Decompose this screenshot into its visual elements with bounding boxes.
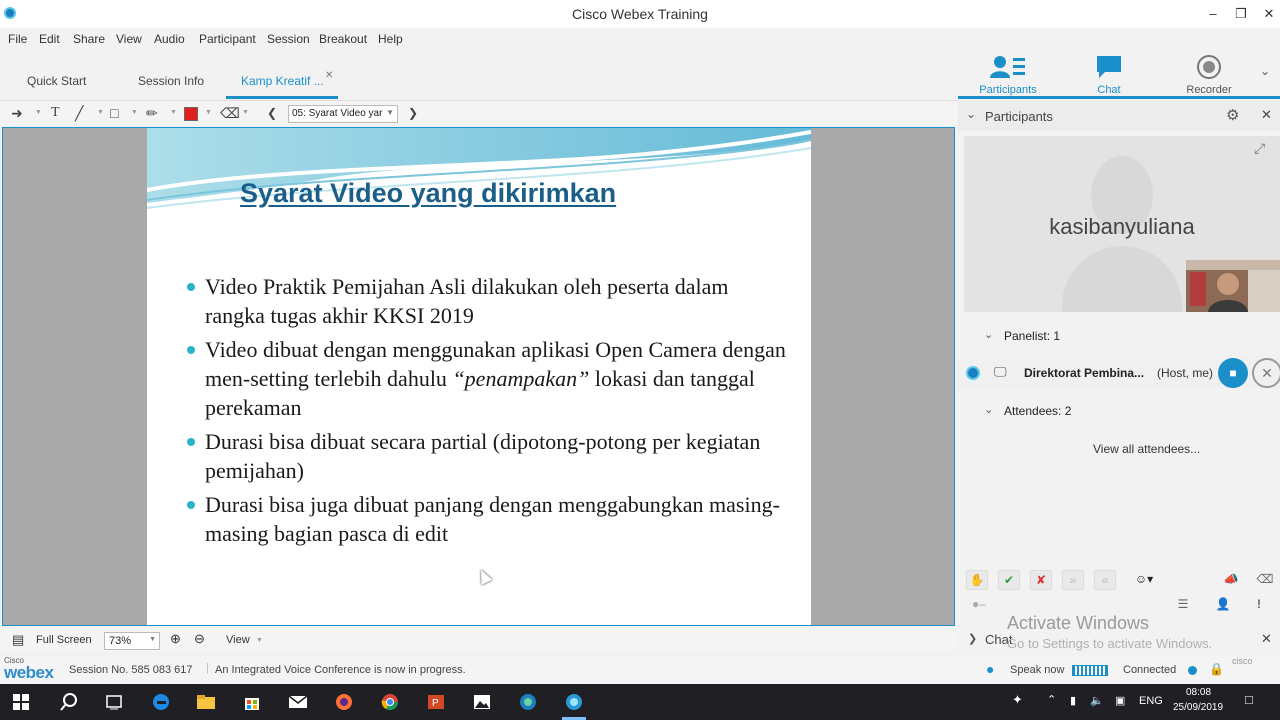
eraser-icon[interactable]: ⌫ (220, 105, 240, 121)
chevron-down-icon[interactable]: ▼ (97, 109, 104, 116)
expand-video-icon[interactable]: ⤢ (1254, 140, 1266, 156)
collapse-chevron-icon[interactable]: ⌄ (966, 107, 977, 121)
recorder-toggle-button[interactable] (1174, 54, 1244, 96)
status-bar (0, 656, 1280, 684)
view-menu-button[interactable]: View (226, 634, 250, 646)
notifications-icon[interactable]: □ (1245, 692, 1253, 707)
fullscreen-icon[interactable]: ▤ (12, 632, 25, 647)
volume-icon[interactable]: 🔈 (1090, 695, 1104, 707)
webex-logo (4, 656, 53, 681)
title-bar (0, 0, 1280, 28)
firefox-icon[interactable] (334, 692, 354, 712)
bullet-dot (187, 501, 195, 509)
menu-help[interactable]: Help (378, 32, 403, 46)
chevron-down-icon[interactable]: ▼ (205, 109, 212, 116)
participants-panel-title: Participants (985, 109, 1053, 124)
alert-icon[interactable]: ! (1257, 597, 1261, 611)
powerpoint-icon[interactable] (426, 692, 446, 712)
panelist-role: (Host, me) (1157, 366, 1214, 380)
go-faster-icon[interactable]: » (1062, 570, 1084, 590)
bullet-text: Video Praktik Pemijahan Asli dilakukan oleh peserta dalam rangka tugas akhir KKSI 2019 (205, 274, 729, 328)
logo-text: webex (4, 663, 54, 682)
chevron-down-icon[interactable]: ▼ (131, 109, 138, 116)
input-language[interactable]: ENG (1139, 695, 1163, 707)
highlighter-tool-icon[interactable]: ✏ (146, 105, 158, 121)
zoom-out-icon[interactable]: ⊖ (194, 631, 205, 646)
chevron-down-icon[interactable]: ▼ (256, 637, 263, 644)
menu-file[interactable]: File (8, 32, 28, 46)
chevron-down-icon[interactable]: ⌄ (984, 404, 994, 416)
file-explorer-icon[interactable] (196, 692, 216, 712)
recorder-toggle-label: Recorder (1186, 84, 1232, 96)
next-slide-icon[interactable]: ❯ (408, 106, 419, 120)
slide-bullet (187, 427, 787, 485)
tab-kamp-kreatif[interactable]: Kamp Kreatif ... (241, 74, 324, 88)
chrome-icon[interactable] (380, 692, 400, 712)
color-swatch-fill (185, 108, 197, 120)
list-options-icon[interactable]: ☰ (1177, 597, 1189, 611)
menu-bar (0, 30, 900, 48)
tab-session-info[interactable]: Session Info (138, 74, 205, 88)
toggle-icon[interactable]: ●– (972, 597, 986, 611)
panelist-count-label: Panelist: 1 (1004, 329, 1061, 343)
video-camera-icon[interactable]: ■ (1218, 358, 1248, 388)
bullet-dot (187, 438, 195, 446)
recorder-icon (1196, 54, 1222, 80)
go-slower-icon[interactable]: « (1094, 570, 1116, 590)
participants-toggle-button[interactable] (973, 54, 1043, 96)
activate-windows-subtext: Go to Settings to activate Windows. (1007, 636, 1213, 651)
window-title: Cisco Webex Training (572, 6, 708, 22)
chevron-down-icon: ▼ (386, 108, 394, 117)
view-all-attendees-link[interactable]: View all attendees... (1093, 442, 1201, 456)
speak-now-label: Speak now (1010, 664, 1065, 676)
menu-breakout[interactable]: Breakout (319, 32, 368, 46)
chat-icon (1095, 54, 1123, 80)
emoticon-icon[interactable]: ☺▾ (1134, 572, 1154, 586)
menu-edit[interactable]: Edit (39, 32, 60, 46)
presentation-slide (147, 128, 811, 626)
bullet-text: lokasi dan tanggal perekaman (205, 366, 755, 420)
network-icon[interactable]: ▣ (1115, 695, 1126, 707)
bullet-text: Durasi bisa dibuat secara partial (dipotong-potong per kegiatan pemijahan) (205, 429, 761, 483)
minimize-icon[interactable]: – (1209, 6, 1217, 21)
lock-icon: 🔒 (1209, 662, 1224, 676)
gear-icon[interactable]: ⚙ (1226, 107, 1240, 124)
viewer-bottom-bar (0, 628, 958, 652)
edge-browser-icon[interactable] (151, 692, 171, 712)
battery-icon[interactable]: ▮ (1070, 695, 1077, 707)
chevron-down-icon[interactable]: ⌄ (1260, 64, 1271, 78)
slide-bullet (187, 490, 787, 548)
windows-taskbar (0, 684, 1280, 720)
zoom-in-icon[interactable]: ⊕ (170, 631, 181, 646)
pointer-arrow-icon[interactable]: ➜ (11, 105, 23, 121)
store-icon[interactable] (242, 692, 262, 712)
clock-date[interactable]: 25/09/2019 (1173, 702, 1224, 713)
raise-hand-icon[interactable]: ✋ (966, 570, 988, 590)
screen-share-icon: 🖵 (994, 364, 1007, 379)
audio-level-meter (1072, 665, 1108, 676)
tab-quick-start[interactable]: Quick Start (27, 74, 87, 88)
clock-time[interactable]: 08:08 (1186, 687, 1212, 698)
bullet-dot (187, 283, 195, 291)
fullscreen-button[interactable]: Full Screen (36, 634, 92, 646)
chat-toggle-label: Chat (1097, 84, 1121, 96)
annotation-toolbar (0, 100, 958, 126)
previous-slide-icon[interactable]: ❮ (267, 106, 278, 120)
close-chat-icon[interactable]: ✕ (1261, 631, 1272, 646)
self-view-image (1186, 260, 1280, 312)
host-indicator-icon (966, 366, 980, 380)
microphone-icon[interactable]: ● (986, 661, 995, 677)
webex-meetings-icon[interactable] (518, 692, 538, 712)
panelist-row[interactable] (958, 358, 1280, 388)
cross-icon[interactable]: ✘ (1030, 570, 1052, 590)
search-icon[interactable] (59, 692, 79, 712)
activate-windows-watermark: Activate Windows (1007, 613, 1150, 633)
windows-start-icon[interactable] (13, 694, 29, 710)
chevron-down-icon[interactable]: ▼ (170, 109, 177, 116)
mute-microphone-icon[interactable]: ✕ (1252, 358, 1280, 388)
megaphone-icon[interactable]: 📣 (1223, 572, 1239, 586)
bullet-text: Durasi bisa juga dibuat panjang dengan menggabungkan masing-masing bagian pasca di edit (205, 492, 780, 546)
session-number: Session No. 585 083 617 (69, 664, 193, 676)
right-panel-toggles (958, 50, 1280, 98)
close-icon[interactable]: ✕ (1263, 6, 1275, 21)
chat-toggle-button[interactable] (1074, 54, 1144, 96)
menu-share[interactable]: Share (73, 32, 106, 46)
webex-training-icon[interactable] (564, 692, 584, 712)
menu-audio[interactable]: Audio (154, 32, 185, 46)
cisco-logo: cisco (1232, 656, 1253, 666)
bullet-text: Video dibuat dengan menggunakan aplikasi Open Camera dengan men-setting terlebih dahulu (205, 337, 786, 391)
people-icon[interactable]: ✦ (1012, 692, 1023, 707)
status-message: An Integrated Voice Conference is now in progress. (215, 664, 466, 676)
rectangle-tool-icon[interactable]: □ (110, 105, 119, 121)
status-divider: | (206, 662, 209, 674)
menu-view[interactable]: View (116, 32, 142, 46)
zoom-value: 73% (109, 635, 132, 647)
photos-icon[interactable] (472, 692, 492, 712)
slide-bullet-list (187, 272, 787, 553)
text-tool-icon[interactable]: T (51, 105, 60, 120)
line-tool-icon[interactable]: ╱ (75, 105, 84, 121)
svg-text:P: P (432, 698, 439, 709)
avatar-silhouette-body (1062, 246, 1182, 312)
slide-bullet (187, 272, 787, 330)
chevron-down-icon: ▼ (149, 636, 156, 643)
tray-chevron-up-icon[interactable]: ⌃ (1047, 694, 1057, 706)
chevron-down-icon[interactable]: ⌄ (984, 329, 994, 341)
restore-icon[interactable]: ❐ (1235, 6, 1247, 21)
self-view-thumbnail[interactable] (1186, 260, 1280, 312)
bullet-dot (187, 346, 195, 354)
active-speaker-video[interactable] (964, 136, 1280, 312)
zoom-select[interactable] (104, 632, 160, 650)
connected-indicator (1188, 666, 1197, 675)
active-tab-indicator (226, 96, 338, 99)
content-viewer[interactable] (2, 127, 955, 626)
participants-toggle-label: Participants (979, 84, 1037, 96)
checkmark-icon[interactable]: ✔ (998, 570, 1020, 590)
panelist-name: Direktorat Pembina... (1024, 366, 1145, 380)
panel-toggle-underline (958, 96, 1280, 99)
eraser-icon[interactable]: ⌫ (1256, 572, 1274, 586)
tab-close-icon[interactable]: ✕ (325, 70, 334, 81)
task-view-icon[interactable] (104, 692, 124, 712)
slide-selector[interactable] (288, 105, 398, 123)
chat-section-label[interactable]: Chat (985, 632, 1013, 647)
chevron-down-icon[interactable]: ▼ (35, 109, 42, 116)
mail-icon[interactable] (288, 692, 308, 712)
attendees-count-label: Attendees: 2 (1004, 404, 1072, 418)
participants-icon (988, 54, 1028, 80)
color-picker-swatch[interactable] (184, 107, 198, 121)
slide-bullet (187, 335, 787, 422)
add-user-icon[interactable]: 👤 (1215, 597, 1231, 611)
menu-participant[interactable]: Participant (199, 32, 256, 46)
video-participant-name: kasibanyuliana (1049, 214, 1195, 239)
tab-strip (0, 68, 960, 98)
connection-status: Connected (1123, 664, 1177, 676)
bullet-text-italic: “penampakan” (452, 366, 590, 391)
chevron-down-icon[interactable]: ▼ (242, 109, 249, 116)
slide-title: Syarat Video yang dikirimkan (240, 178, 617, 208)
slide-selector-value: 05: Syarat Video yar (292, 108, 383, 119)
logo-small-text: Cisco (4, 656, 25, 665)
chevron-right-icon[interactable]: ❯ (968, 633, 978, 645)
participants-panel-header (958, 101, 1280, 131)
menu-session[interactable]: Session (267, 32, 310, 46)
close-panel-icon[interactable]: ✕ (1261, 107, 1272, 122)
